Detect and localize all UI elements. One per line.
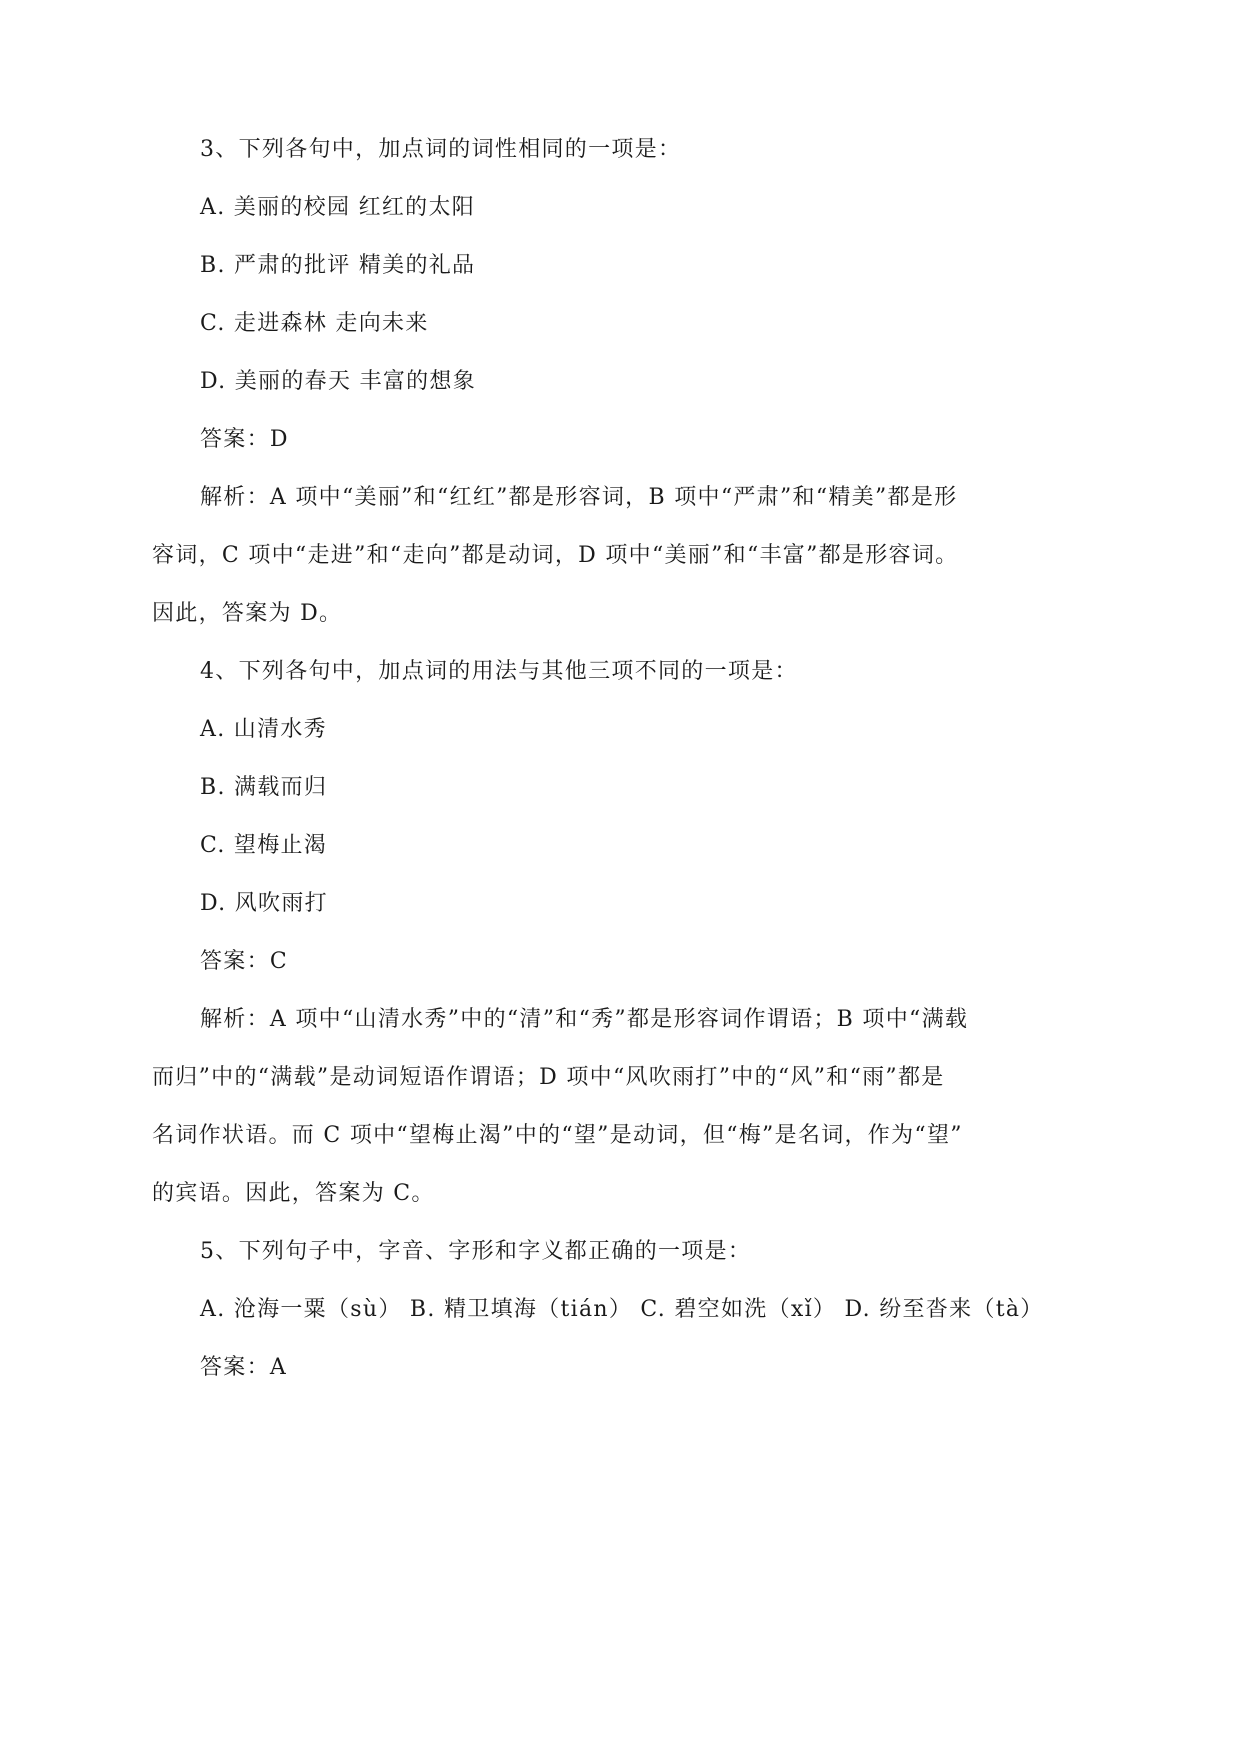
question-5-text: 5、下列句子中，字音、字形和字义都正确的一项是： bbox=[200, 1239, 752, 1264]
question-3-text: 3、下列各句中，加点词的词性相同的一项是： bbox=[200, 137, 682, 162]
question-4-analysis-line-2: 而归”中的“满载”是动词短语作谓语；D 项中“风吹雨打”中的“风”和“雨”都是 bbox=[152, 1065, 945, 1090]
question-4-text: 4、下列各句中，加点词的用法与其他三项不同的一项是： bbox=[200, 659, 798, 684]
question-3-option-b: B. 严肃的批评 精美的礼品 bbox=[200, 253, 476, 278]
question-3-analysis-line-1: 解析：A 项中“美丽”和“红红”都是形容词，B 项中“严肃”和“精美”都是形 bbox=[200, 485, 958, 510]
question-3-option-c: C. 走进森林 走向未来 bbox=[200, 311, 429, 336]
question-4-analysis-line-4: 的宾语。因此，答案为 C。 bbox=[152, 1181, 435, 1206]
question-4-option-b: B. 满载而归 bbox=[200, 775, 328, 800]
question-4-option-a: A. 山清水秀 bbox=[200, 717, 327, 742]
question-4-analysis-line-3: 名词作状语。而 C 项中“望梅止渴”中的“望”是动词，但“梅”是名词，作为“望” bbox=[152, 1123, 963, 1148]
question-5-options: A. 沧海一粟（sù） B. 精卫填海（tián） C. 碧空如洗（xǐ） D. 纷至沓来（tà） bbox=[200, 1297, 1044, 1322]
question-3-analysis-line-2: 容词，C 项中“走进”和“走向”都是动词，D 项中“美丽”和“丰富”都是形容词。 bbox=[152, 543, 959, 568]
question-3-option-a: A. 美丽的校园 红红的太阳 bbox=[200, 195, 476, 220]
question-3-analysis-line-3: 因此，答案为 D。 bbox=[152, 601, 343, 626]
question-4-option-c: C. 望梅止渴 bbox=[200, 833, 328, 858]
question-4-option-d: D. 风吹雨打 bbox=[200, 891, 328, 916]
question-5-answer: 答案：A bbox=[200, 1355, 288, 1380]
question-3-option-d: D. 美丽的春天 丰富的想象 bbox=[200, 369, 477, 394]
question-4-answer: 答案：C bbox=[200, 949, 289, 974]
question-3-answer: 答案：D bbox=[200, 427, 289, 452]
question-4-analysis-line-1: 解析：A 项中“山清水秀”中的“清”和“秀”都是形容词作谓语；B 项中“满载 bbox=[200, 1007, 969, 1032]
